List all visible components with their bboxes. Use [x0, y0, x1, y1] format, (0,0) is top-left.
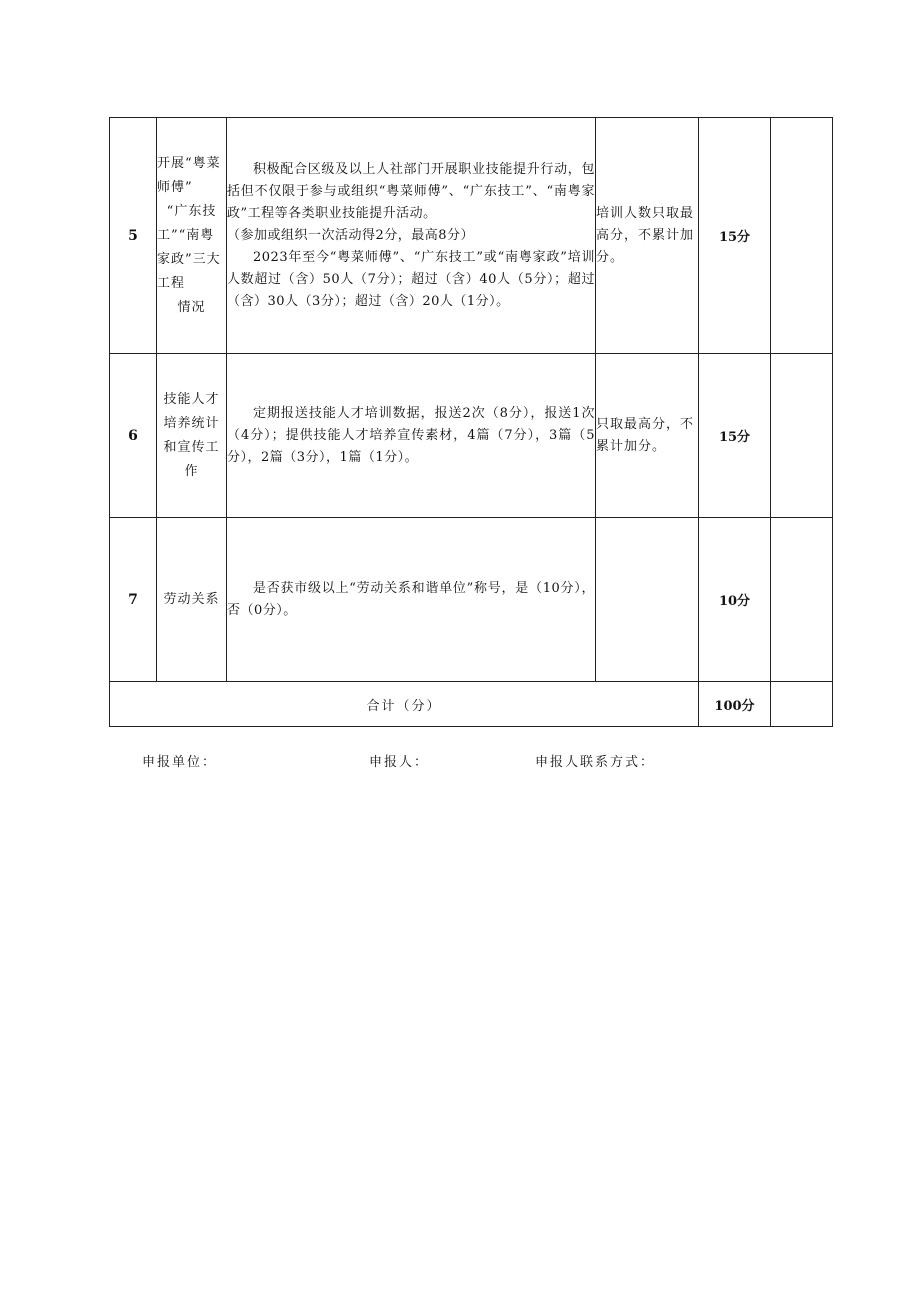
item-name: [157, 118, 227, 354]
table-row-5: [110, 118, 833, 354]
item-line: 工程: [157, 275, 186, 291]
scoring-note: [596, 518, 699, 682]
max-score: 15分: [699, 118, 771, 354]
item-line: 情况: [177, 299, 206, 315]
item-line: 开展“粤菜: [157, 155, 221, 171]
applicant-unit-label: 申报单位：: [142, 755, 218, 770]
item-line: 师傅”: [157, 179, 193, 195]
item-line: 技能人才: [163, 391, 220, 407]
scoring-criteria: [227, 118, 596, 354]
criteria-paragraph: 2023年至今“粤菜师傅”、“广东技工”或“南粤家政”培训人数超过（含）50人（7分）；超过（含）40人（5分）；超过（含）30人（3分）；超过（含）20人（1分）。: [227, 249, 595, 309]
scoring-note: 只取最高分，不累计加分。: [596, 354, 699, 518]
criteria-paragraph: （参加或组织一次活动得2分，最高8分）: [227, 227, 475, 243]
table-row-6: [110, 354, 833, 518]
applicant-contact-label: 申报人联系方式：: [535, 755, 656, 770]
remark-cell: [771, 354, 833, 518]
item-line: 家政”三大: [157, 251, 221, 267]
scoring-criteria: [227, 518, 596, 682]
item-name: [157, 518, 227, 682]
criteria-paragraph: 是否获市级以上“劳动关系和谐单位”称号，是（10分），否（0分）。: [227, 580, 595, 618]
item-line: 工”“南粤: [157, 227, 215, 243]
remark-cell: [771, 118, 833, 354]
total-row: [110, 682, 833, 727]
applicant-person-label: 申报人：: [369, 755, 430, 770]
criteria-paragraph: 定期报送技能人才培训数据，报送2次（8分），报送1次（4分）；提供技能人才培养宣传素材，4篇（7分），3篇（5分），2篇（3分），1篇（1分）。: [227, 405, 595, 465]
item-line: 作: [184, 463, 199, 479]
max-score: 10分: [699, 518, 771, 682]
item-line: 培养统计: [163, 415, 220, 431]
table-row-7: [110, 518, 833, 682]
item-line: 劳动关系: [163, 591, 220, 607]
item-name: [157, 354, 227, 518]
max-score: 15分: [699, 354, 771, 518]
criteria-paragraph: 积极配合区级及以上人社部门开展职业技能提升行动，包括但不仅限于参与或组织“粤菜师傅”、“广东技工”、“南粤家政”工程等各类职业技能提升活动。: [227, 161, 595, 221]
row-number: 7: [110, 518, 157, 682]
scoring-criteria: [227, 354, 596, 518]
total-label: 合计（分）: [110, 682, 699, 727]
item-line: 和宣传工: [163, 439, 220, 455]
row-number: 6: [110, 354, 157, 518]
total-remark: [771, 682, 833, 727]
row-number: 5: [110, 118, 157, 354]
scoring-note: 培训人数只取最高分，不累计加分。: [596, 118, 699, 354]
item-line: “广东技: [166, 203, 217, 219]
remark-cell: [771, 518, 833, 682]
scoring-table: [109, 117, 833, 727]
total-score: 100分: [699, 682, 771, 727]
